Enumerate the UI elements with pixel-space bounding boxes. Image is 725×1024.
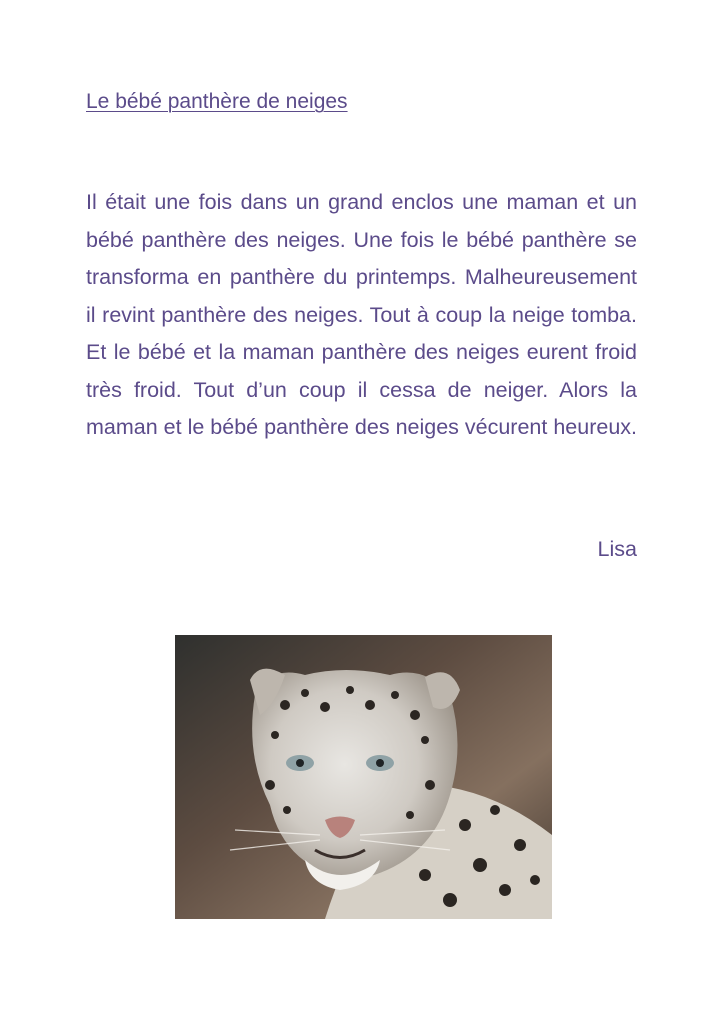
snow-leopard-photo [175,635,552,919]
snow-leopard-illustration [175,635,552,919]
author-signature: Lisa [597,537,637,561]
document-title: Le bébé panthère de neiges [86,90,348,113]
story-paragraph: Il était une fois dans un grand enclos une maman et un bébé panthère des neiges. Une fois le bébé panthère se transforma en panthère du printemps. Malheureusement il revint panthère des neiges. Tout à coup la neige tomba. Et le bébé et la maman panthère des neiges eurent froid très froid. Tout d’un coup il cessa de neiger. Alors la maman et le bébé panthère des neiges vécurent heureux. [86,190,638,439]
